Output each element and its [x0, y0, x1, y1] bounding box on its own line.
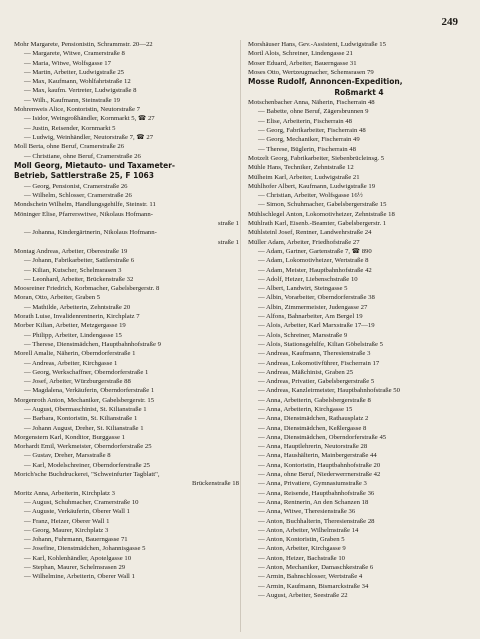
directory-entry-line: Mohr Margarete, Pensionistin, Schrammstr. 20—22	[14, 41, 153, 48]
directory-entry-line: — Gustav, Dreher, Marsstraße 8	[24, 452, 111, 460]
directory-entry-line: — Margarete, Witwe, Cramerstraße 8	[24, 50, 125, 58]
directory-entry-line: — Andreas, Lokomotivführer, Fischerrain 17	[258, 359, 380, 367]
directory-entry-line: Mühlschlegel Anton, Lokomotivheizer, Zehntstraße 18	[248, 210, 395, 218]
directory-entry-line: — Anton, Arbeiter, Kirchgasse 9	[258, 545, 346, 553]
directory-entry-line: — Anna, Dienstmädchen, Keßlergasse 8	[258, 424, 367, 432]
directory-entry-line: Morell Amalie, Näherin, Oberndorferstraße 1	[14, 350, 136, 358]
directory-entry-line: — Anton, Mechaniker, Damaschkestraße 6	[258, 564, 374, 572]
directory-entry-line: — Johann, Fabrikarbeiter, Sattlerstraße 6	[24, 257, 135, 265]
directory-entry-line: — Anna, Dienstmädchen, Oberndorferstraße 45	[258, 433, 387, 441]
directory-entry-line: — Christian, Arbeiter, Wolfsgasse 16½	[258, 192, 363, 200]
directory-entry-line: Mühle Hans, Techniker, Zehntstraße 12	[248, 164, 354, 172]
directory-entry-line: Mühlhofer Albert, Kaufmann, Ludwigstraße 19	[248, 182, 376, 190]
directory-entry-line: — Max, Kaufmann, Wohlfahrtstraße 12	[24, 78, 131, 86]
directory-entry-line: — Georg, Maurer, Kirchplatz 3	[24, 526, 109, 534]
directory-entry-line: Moritz Anna, Arbeiterin, Kirchplatz 3	[14, 489, 116, 497]
directory-entry-line: — Georg, Fabrikarbeiter, Fischerrain 48	[258, 127, 366, 135]
directory-entry-line: — Anna, Haushälterin, Mainbergerstraße 44	[258, 452, 377, 460]
directory-entry-line: Morgenstern Karl, Konditor, Burggasse 1	[14, 433, 125, 441]
directory-entry-line: Brückenstraße 18	[192, 480, 239, 488]
directory-entry-line: Motzelt Georg, Fabrikarbeiter, Siebenbrücleinsg. 5	[248, 154, 385, 162]
directory-entry-line: — Alois, Schreiner, Marsstraße 9	[258, 331, 348, 339]
directory-entry-line: — Max, kaufm. Vertreter, Ludwigstraße 8	[24, 87, 137, 95]
directory-entry-line: Mohrenweis Alice, Kontoristin, Neutorstraße 7	[14, 106, 140, 114]
directory-entry-line: — August, Schuhmacher, Cramerstraße 10	[24, 498, 139, 506]
directory-entry-line: — Anna, Reisende, Hauptbahnhofstraße 36	[258, 489, 375, 497]
directory-entry-line: — Leonhard, Arbeiter, Brückenstraße 32	[24, 275, 134, 283]
directory-entry-line: Montag Andreas, Arbeiter, Oberestraße 19	[14, 247, 128, 255]
directory-entry-line: Mühlrath Karl, Eisenb.-Beamter, Gabelsbergerstr. 1	[248, 220, 387, 228]
directory-entry-line: — Wilh., Kaufmann, Steinstraße 19	[24, 96, 121, 104]
directory-entry-line: — Adam, Gartner, Gartenstraße 7, ☎ 890	[258, 247, 372, 255]
directory-entry-line: straße 1	[218, 220, 239, 228]
directory-entry-line: — Therese, Büglerin, Fischerrain 48	[258, 145, 356, 153]
directory-heading-line: Roßmarkt 4	[334, 87, 384, 97]
directory-entry-line: — Anna, Kontoristin, Hauptbahnhofstraße 20	[258, 461, 381, 469]
directory-entry-line: — Justin, Reisender, Kornmarkt 5	[24, 124, 116, 132]
directory-entry-line: — Anna, Witwe, Theresienstraße 36	[258, 508, 356, 516]
directory-entry-line: Mondschein Wilhelm, Handlungsgehilfe, Steinstr. 11	[14, 201, 156, 209]
directory-entry-line: — Georg, Mechaniker, Fischerrain 49	[258, 136, 360, 144]
directory-entry-line: Morgenroth Anton, Mechaniker, Gabelsbergerstr. 15	[14, 396, 155, 404]
directory-entry-line: — Adolf, Heizer, Liebenschstraße 10	[258, 275, 358, 283]
directory-entry-line: — Andreas, Privatier, Gabelsbergerstraße 5	[258, 378, 375, 386]
directory-entry-line: — Andreas, Mäßchinist, Graben 25	[258, 368, 354, 376]
directory-entry-line: Moll Berta, ohne Beruf, Cramerstraße 26	[14, 143, 125, 151]
directory-entry-line: — Albin, Vorarbeiter, Oberndorferstraße 38	[258, 294, 375, 302]
directory-entry-line: — Andreas, Kaufmann, Theresienstraße 3	[258, 350, 371, 358]
directory-columns	[14, 40, 470, 632]
directory-entry-line: Moran, Otto, Arbeiter, Graben 5	[14, 294, 101, 302]
directory-entry-line: Müller Adam, Arbeiter, Friedhofstraße 27	[248, 238, 360, 246]
right-column	[248, 40, 470, 632]
directory-entry-line: Morath Luise, Invalidenrentnerin, Kirchplatz 7	[14, 313, 140, 321]
directory-entry-line: — Armin, Kaufmann, Bismarckstraße 34	[258, 582, 369, 590]
directory-entry-line: — Martin, Arbeiter, Ludwigstraße 25	[24, 68, 125, 76]
directory-entry-line: — Johann, Fuhrmann, Bauerngasse 71	[24, 536, 128, 544]
directory-entry-line: Morber Kilian, Arbeiter, Metzgergasse 19	[14, 322, 126, 330]
directory-entry-line: Morhardt Emil, Werkmeister, Oberndorferstraße 25	[14, 443, 152, 451]
directory-entry-line: — Andreas, Arbeiter, Kirchgasse 1	[24, 359, 118, 367]
directory-entry-line: Moser Eduard, Arbeiter, Bauerngasse 31	[248, 59, 357, 67]
directory-entry-line: — August, Arbeiter, Seestraße 22	[258, 591, 348, 599]
directory-entry-line: — Anton, Arbeiter, Wilhelmstraße 14	[258, 526, 359, 534]
directory-entry-line: — Andreas, Kanzleirmeister, Hauptbahnhofstraße 50	[258, 387, 400, 395]
directory-entry-line: — Alfons, Bahnarbeiter, Am Bergel 19	[258, 313, 363, 321]
directory-entry-line: — Armin, Bahnschlosser, Wertstraße 4	[258, 573, 363, 581]
directory-entry-line: — Johanna, Kindergärtnerin, Nikolaus Hofmann-	[24, 229, 157, 237]
directory-entry-line: — Alois, Arbeiter, Karl Marxstraße 17—19	[258, 322, 375, 330]
directory-entry-line: — Anna, Hauptlehrerin, Neutorstraße 28	[258, 443, 368, 451]
directory-entry-line: — Franz, Heizer, Oberer Wall 1	[24, 517, 110, 525]
directory-entry-line: — Georg, Pensionist, Cramerstraße 26	[24, 182, 128, 190]
directory-entry-line: straße 1	[218, 238, 239, 246]
directory-heading-line: Mosse Rudolf, Annoncen-Expedition,	[248, 77, 403, 87]
directory-entry-line: Moses Otto, Wertzeugmacher, Schemsrasen 79	[248, 68, 374, 76]
directory-entry-line: — Josefine, Dienstmädchen, Johannisgasse 5	[24, 545, 146, 553]
directory-entry-line: Mühlsteinl Josef, Rentner, Landwehrstraße 24	[248, 229, 372, 237]
directory-entry-line: — Kilian, Kutscher, Schelmsrasen 3	[24, 266, 122, 274]
directory-entry-line: — Alois, Stationsgehilfe, Kilian Göbelstraße 5	[258, 340, 384, 348]
directory-entry-line: — August, Obermaschinist, St. Kilianstraße 1	[24, 405, 147, 413]
directory-entry-line: — Anna, ohne Beruf, Niederwerrnerstraße 42	[258, 471, 381, 479]
directory-entry-line: — Mathilde, Arbeiterin, Zehntstraße 20	[24, 303, 131, 311]
directory-entry-line: — Simon, Schuhmacher, Gabelsbergerstraße 15	[258, 201, 387, 209]
directory-entry-line: — Anton, Heizer, Bachstraße 10	[258, 554, 346, 562]
directory-entry-line: — Wilhelm, Schlosser, Cramerstraße 26	[24, 192, 132, 200]
directory-entry-line: — Wilhelmine, Arbeiterin, Oberer Wall 1	[24, 573, 135, 581]
directory-entry-line: — Anna, Dienstmädchen, Rathausplatz 2	[258, 415, 369, 423]
directory-entry-line: — Karl, Kohlenhändler, Apotelgasse 10	[24, 554, 132, 562]
directory-entry-line: — Anna, Privatiere, Gymnasiumstraße 3	[258, 480, 367, 488]
directory-entry-line: — Maria, Witwe, Wolfsgasse 17	[24, 59, 111, 67]
directory-entry-line: — Auguste, Verkäuferin, Oberer Wall 1	[24, 508, 130, 516]
directory-entry-line: — Therese, Dienstmädchen, Hauptbahnhofstraße 9	[24, 340, 161, 348]
directory-entry-line: — Anna, Rentnerin, An den Schanzen 18	[258, 498, 369, 506]
directory-entry-line: Motschenbacher Anna, Näherin, Fischerrain 48	[248, 99, 375, 107]
directory-heading-line: Betrieb, Sattlerstraße 25, F 1063	[14, 171, 154, 181]
directory-entry-line: Morich'sche Buchdruckerei, "Schweinfurter Tagblatt",	[14, 471, 160, 479]
directory-entry-line: — Albert, Landwirt, Steingasse 5	[258, 285, 348, 293]
directory-entry-line: — Barbara, Kontoristin, St. Kilianstraße 1	[24, 415, 138, 423]
directory-entry-line: — Philipp, Arbeiter, Lindengasse 15	[24, 331, 122, 339]
directory-entry-line: — Babette, ohne Beruf, Zägersbrunnen 9	[258, 108, 369, 116]
directory-entry-line: — Anna, Arbeiterin, Kirchgasse 15	[258, 405, 353, 413]
directory-entry-line: — Stephan, Maurer, Schelmsrasen 29	[24, 564, 126, 572]
directory-entry-line: Möninger Elise, Pfarrerswitwe, Nikolaus Hofmann-	[14, 210, 153, 218]
directory-entry-line: Moosreiner Friedrich, Korbmacher, Gabelsbergerstr. 8	[14, 285, 160, 293]
directory-entry-line: — Johann August, Dreher, St. Kilianstraße 1	[24, 424, 144, 432]
directory-entry-line: — Karl, Modelschreiner, Oberndorferstraße 25	[24, 461, 151, 469]
directory-entry-line: — Adam, Lokomotivheizer, Wertstraße 8	[258, 257, 369, 265]
directory-entry-line: — Georg, Werkschaffner, Oberndorferstraße 1	[24, 368, 149, 376]
directory-entry-line: — Ludwig, Weinhändler, Neutorstraße 7, ☎ 27	[24, 133, 154, 141]
directory-entry-line: — Elise, Arbeiterin, Fischerrain 48	[258, 117, 352, 125]
directory-entry-line: Mortl Alois, Schreiner, Lindengasse 21	[248, 50, 353, 58]
directory-entry-line: — Anna, Arbeiterin, Gabelsbergerstraße 8	[258, 396, 371, 404]
directory-entry-line: — Albin, Zimmermeister, Judengasse 27	[258, 303, 368, 311]
directory-heading-line: Moll Georg, Mietauto- und Taxameter-	[14, 160, 176, 170]
directory-entry-line: Morshäuser Hans, Gev.-Assistent, Ludwigstraße 15	[248, 41, 386, 48]
directory-entry-line: — Adam, Meister, Hauptbahnhofstraße 42	[258, 266, 372, 274]
directory-entry-line: — Josef, Arbeiter, Würzburgerstraße 88	[24, 378, 131, 386]
page-number: 249	[441, 16, 458, 28]
directory-entry-line: — Magdalena, Verkäuferin, Oberndorferstraße 1	[24, 387, 155, 395]
directory-entry-line: — Christiane, ohne Beruf, Cramerstraße 26	[24, 152, 141, 160]
left-column	[14, 40, 239, 632]
directory-entry-line: — Isidor, Weingroßhändler, Kornmarkt 5, ☎ 27	[24, 115, 155, 123]
directory-entry-line: — Anton, Buchhalterin, Theresienstraße 28	[258, 517, 375, 525]
directory-entry-line: — Anton, Kontoristin, Graben 5	[258, 536, 345, 544]
directory-entry-line: Mülheim Karl, Arbeiter, Ludwigstraße 21	[248, 173, 360, 181]
